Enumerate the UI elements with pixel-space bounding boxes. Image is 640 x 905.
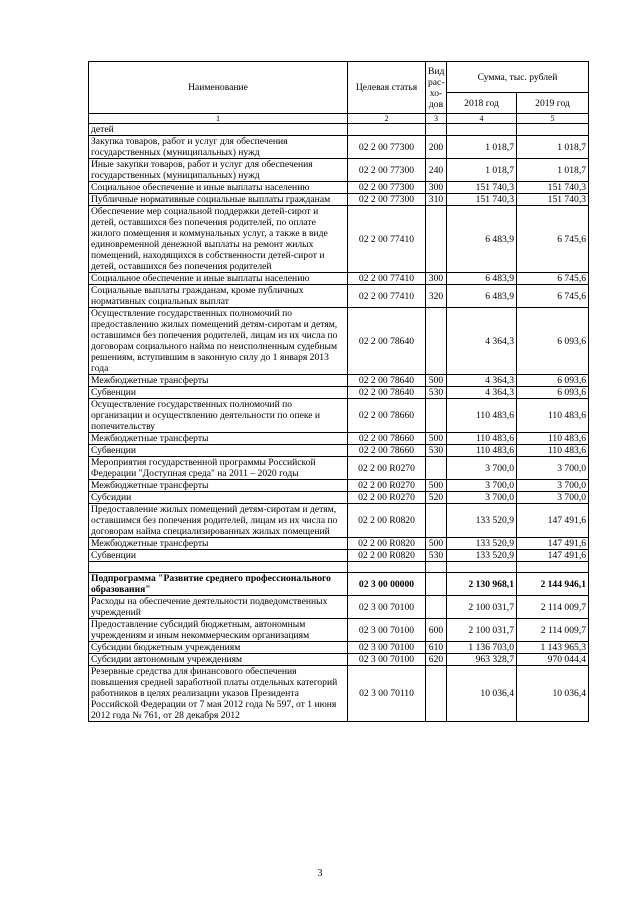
row-target-article: 02 2 00 77300 [348, 182, 426, 194]
row-sum-2019: 147 491,6 [517, 550, 589, 562]
table-row [89, 550, 589, 562]
table-row [89, 285, 589, 308]
row-sum-2018: 1 136 703,0 [447, 642, 517, 654]
row-sum-2019 [517, 562, 589, 573]
row-sum-2018: 2 100 031,7 [447, 619, 517, 642]
row-expense-type: 520 [426, 492, 447, 504]
row-target-article: 02 2 00 78640 [348, 387, 426, 399]
row-sum-2018: 3 700,0 [447, 457, 517, 480]
table-row [89, 445, 589, 457]
header-year-2018: 2018 год [447, 93, 517, 114]
table-row [89, 308, 589, 375]
table-row [89, 596, 589, 619]
row-expense-type [426, 457, 447, 480]
row-name: Межбюджетные трансферты [89, 375, 348, 387]
row-sum-2019: 6 745,6 [517, 206, 589, 273]
row-name: Предоставление субсидий бюджетным, автономным учреждениям и иным некоммерческим организациям [89, 619, 348, 642]
row-expense-type [426, 124, 447, 136]
row-target-article [348, 124, 426, 136]
row-name: Субвенции [89, 445, 348, 457]
row-expense-type [426, 596, 447, 619]
row-name: Иные закупки товаров, работ и услуг для обеспечения государственных (муниципальных) нужд [89, 159, 348, 182]
row-sum-2018 [447, 562, 517, 573]
row-name: детей [89, 124, 348, 136]
row-sum-2018: 2 130 968,1 [447, 573, 517, 596]
row-sum-2019: 1 018,7 [517, 136, 589, 159]
column-index: 5 [517, 114, 589, 124]
table-row [89, 194, 589, 206]
row-expense-type: 300 [426, 182, 447, 194]
row-sum-2018: 1 018,7 [447, 159, 517, 182]
row-expense-type [426, 206, 447, 273]
row-expense-type: 500 [426, 375, 447, 387]
row-target-article: 02 2 00 R0820 [348, 504, 426, 538]
row-expense-type [426, 573, 447, 596]
row-sum-2019 [517, 124, 589, 136]
row-name: Обеспечение мер социальной поддержки детей-сирот и детей, оставшихся без попечения родителей, по оплате жилого помещения и коммунальных услуг, а также в виде единовременной денежной выплаты на ремонт жилых помещений, находящихся в собственности детей-сирот и детей, оставшихся без попечения родителей [89, 206, 348, 273]
row-sum-2019: 110 483,6 [517, 399, 589, 433]
row-expense-type: 240 [426, 159, 447, 182]
row-target-article: 02 2 00 78660 [348, 433, 426, 445]
column-index: 4 [447, 114, 517, 124]
row-name: Закупка товаров, работ и услуг для обеспечения государственных (муниципальных) нужд [89, 136, 348, 159]
table-row [89, 573, 589, 596]
row-name: Межбюджетные трансферты [89, 538, 348, 550]
table-row [89, 136, 589, 159]
row-sum-2019: 3 700,0 [517, 480, 589, 492]
header-name: Наименование [89, 62, 348, 114]
row-sum-2019: 6 745,6 [517, 285, 589, 308]
row-sum-2019: 1 143 965,3 [517, 642, 589, 654]
row-target-article: 02 2 00 77300 [348, 136, 426, 159]
row-name: Публичные нормативные социальные выплаты гражданам [89, 194, 348, 206]
row-sum-2018: 133 520,9 [447, 504, 517, 538]
row-name: Предоставление жилых помещений детям-сиротам и детям, оставшимся без попечения родителей, лицам из их числа по договорам найма специализированных жилых помещений [89, 504, 348, 538]
row-target-article: 02 2 00 78660 [348, 445, 426, 457]
row-name: Осуществление государственных полномочий по предоставлению жилых помещений детям-сиротам и детям, оставшимся без попечения родителей, лицам из их числа по договорам социального найма по неисполненным судебным решениям, вступившим в законную силу до 1 января 2013 года [89, 308, 348, 375]
row-name: Межбюджетные трансферты [89, 480, 348, 492]
table-row [89, 387, 589, 399]
row-expense-type [426, 562, 447, 573]
row-sum-2018: 3 700,0 [447, 480, 517, 492]
row-target-article: 02 2 00 R0820 [348, 550, 426, 562]
row-target-article: 02 2 00 77410 [348, 273, 426, 285]
row-sum-2019: 110 483,6 [517, 445, 589, 457]
row-name: Социальное обеспечение и иные выплаты населению [89, 182, 348, 194]
row-sum-2018: 6 483,9 [447, 206, 517, 273]
table-row [89, 538, 589, 550]
row-sum-2019: 151 740,3 [517, 194, 589, 206]
row-name: Подпрограмма "Развитие среднего профессионального образования" [89, 573, 348, 596]
table-row [89, 399, 589, 433]
row-sum-2018: 2 100 031,7 [447, 596, 517, 619]
table-row [89, 182, 589, 194]
row-target-article: 02 2 00 R0820 [348, 538, 426, 550]
row-sum-2019: 6 093,6 [517, 375, 589, 387]
row-sum-2019: 2 114 009,7 [517, 596, 589, 619]
row-sum-2019: 3 700,0 [517, 457, 589, 480]
row-sum-2019: 3 700,0 [517, 492, 589, 504]
row-sum-2018: 4 364,3 [447, 375, 517, 387]
row-name: Субвенции [89, 387, 348, 399]
table-row [89, 273, 589, 285]
row-expense-type: 530 [426, 387, 447, 399]
row-name: Субсидии [89, 492, 348, 504]
row-sum-2019: 970 044,4 [517, 654, 589, 666]
row-sum-2018: 151 740,3 [447, 194, 517, 206]
row-sum-2019: 1 018,7 [517, 159, 589, 182]
column-index: 2 [348, 114, 426, 124]
table-body [89, 124, 589, 722]
row-expense-type: 200 [426, 136, 447, 159]
row-target-article: 02 3 00 70100 [348, 642, 426, 654]
header-year-2019: 2019 год [517, 93, 589, 114]
row-target-article: 02 2 00 78640 [348, 308, 426, 375]
table-row [89, 375, 589, 387]
row-expense-type: 530 [426, 550, 447, 562]
row-name: Субсидии автономным учреждениям [89, 654, 348, 666]
table-row [89, 433, 589, 445]
column-index: 1 [89, 114, 348, 124]
budget-table [88, 61, 589, 722]
row-expense-type: 300 [426, 273, 447, 285]
row-sum-2018: 963 328,7 [447, 654, 517, 666]
row-name: Социальные выплаты гражданам, кроме публичных нормативных социальных выплат [89, 285, 348, 308]
row-target-article: 02 3 00 70110 [348, 666, 426, 722]
row-expense-type: 610 [426, 642, 447, 654]
column-index-row [89, 114, 589, 124]
row-sum-2018: 6 483,9 [447, 285, 517, 308]
row-target-article: 02 2 00 R0270 [348, 492, 426, 504]
row-name: Мероприятия государственной программы Российской Федерации "Доступная среда" на 2011 – 2020 годы [89, 457, 348, 480]
row-sum-2019: 110 483,6 [517, 433, 589, 445]
table-row [89, 206, 589, 273]
row-target-article: 02 2 00 R0270 [348, 480, 426, 492]
row-sum-2018: 110 483,6 [447, 445, 517, 457]
table-row [89, 504, 589, 538]
row-sum-2018: 151 740,3 [447, 182, 517, 194]
table-row [89, 666, 589, 722]
row-target-article [348, 562, 426, 573]
table-row [89, 480, 589, 492]
row-target-article: 02 2 00 77410 [348, 206, 426, 273]
row-name [89, 562, 348, 573]
page-number: 3 [317, 868, 323, 879]
row-sum-2018: 133 520,9 [447, 550, 517, 562]
column-index: 3 [426, 114, 447, 124]
row-sum-2019: 2 144 946,1 [517, 573, 589, 596]
row-name: Расходы на обеспечение деятельности подведомственных учреждений [89, 596, 348, 619]
row-sum-2019: 147 491,6 [517, 538, 589, 550]
row-expense-type [426, 399, 447, 433]
row-name: Социальное обеспечение и иные выплаты населению [89, 273, 348, 285]
row-expense-type [426, 308, 447, 375]
header-sum: Сумма, тыс. рублей [447, 62, 589, 93]
table-row [89, 562, 589, 573]
row-expense-type: 530 [426, 445, 447, 457]
row-target-article: 02 3 00 70100 [348, 619, 426, 642]
row-expense-type: 320 [426, 285, 447, 308]
row-expense-type: 500 [426, 538, 447, 550]
table-row [89, 457, 589, 480]
row-target-article: 02 2 00 77300 [348, 194, 426, 206]
row-sum-2019: 147 491,6 [517, 504, 589, 538]
row-sum-2019: 6 745,6 [517, 273, 589, 285]
row-target-article: 02 2 00 77410 [348, 285, 426, 308]
row-name: Резервные средства для финансового обеспечения повышения средней заработной платы отдельных категорий работников в целях реализации указов Президента Российской Федерации от 7 мая 2012 года № 597, от 1 июня 2012 года № 761, от 28 декабря 2012 [89, 666, 348, 722]
row-sum-2019: 2 114 009,7 [517, 619, 589, 642]
row-sum-2019: 6 093,6 [517, 387, 589, 399]
row-sum-2018: 3 700,0 [447, 492, 517, 504]
row-name: Осуществление государственных полномочий по организации и осуществлению деятельности по опеке и попечительству [89, 399, 348, 433]
row-target-article: 02 3 00 70100 [348, 654, 426, 666]
row-sum-2018: 1 018,7 [447, 136, 517, 159]
row-sum-2018: 133 520,9 [447, 538, 517, 550]
row-target-article: 02 2 00 78640 [348, 375, 426, 387]
row-target-article: 02 2 00 77300 [348, 159, 426, 182]
row-expense-type [426, 666, 447, 722]
row-expense-type: 500 [426, 433, 447, 445]
row-sum-2019: 151 740,3 [517, 182, 589, 194]
row-expense-type: 620 [426, 654, 447, 666]
row-sum-2018: 4 364,3 [447, 308, 517, 375]
row-expense-type [426, 504, 447, 538]
row-sum-2018: 110 483,6 [447, 399, 517, 433]
table-row [89, 492, 589, 504]
row-expense-type: 500 [426, 480, 447, 492]
row-target-article: 02 2 00 R0270 [348, 457, 426, 480]
row-expense-type: 310 [426, 194, 447, 206]
row-target-article: 02 3 00 00000 [348, 573, 426, 596]
table-row [89, 124, 589, 136]
row-expense-type: 600 [426, 619, 447, 642]
header-target-article: Целевая статья [348, 62, 426, 114]
row-sum-2018: 4 364,3 [447, 387, 517, 399]
header-expense-type: Вид рас- хо- дов [426, 62, 447, 114]
table-row [89, 654, 589, 666]
table-row [89, 642, 589, 654]
row-sum-2019: 10 036,4 [517, 666, 589, 722]
row-name: Межбюджетные трансферты [89, 433, 348, 445]
row-sum-2019: 6 093,6 [517, 308, 589, 375]
row-target-article: 02 2 00 78660 [348, 399, 426, 433]
row-sum-2018: 110 483,6 [447, 433, 517, 445]
row-sum-2018 [447, 124, 517, 136]
table-row [89, 619, 589, 642]
row-name: Субвенции [89, 550, 348, 562]
row-sum-2018: 6 483,9 [447, 273, 517, 285]
row-sum-2018: 10 036,4 [447, 666, 517, 722]
table-row [89, 159, 589, 182]
row-target-article: 02 3 00 70100 [348, 596, 426, 619]
row-name: Субсидии бюджетным учреждениям [89, 642, 348, 654]
